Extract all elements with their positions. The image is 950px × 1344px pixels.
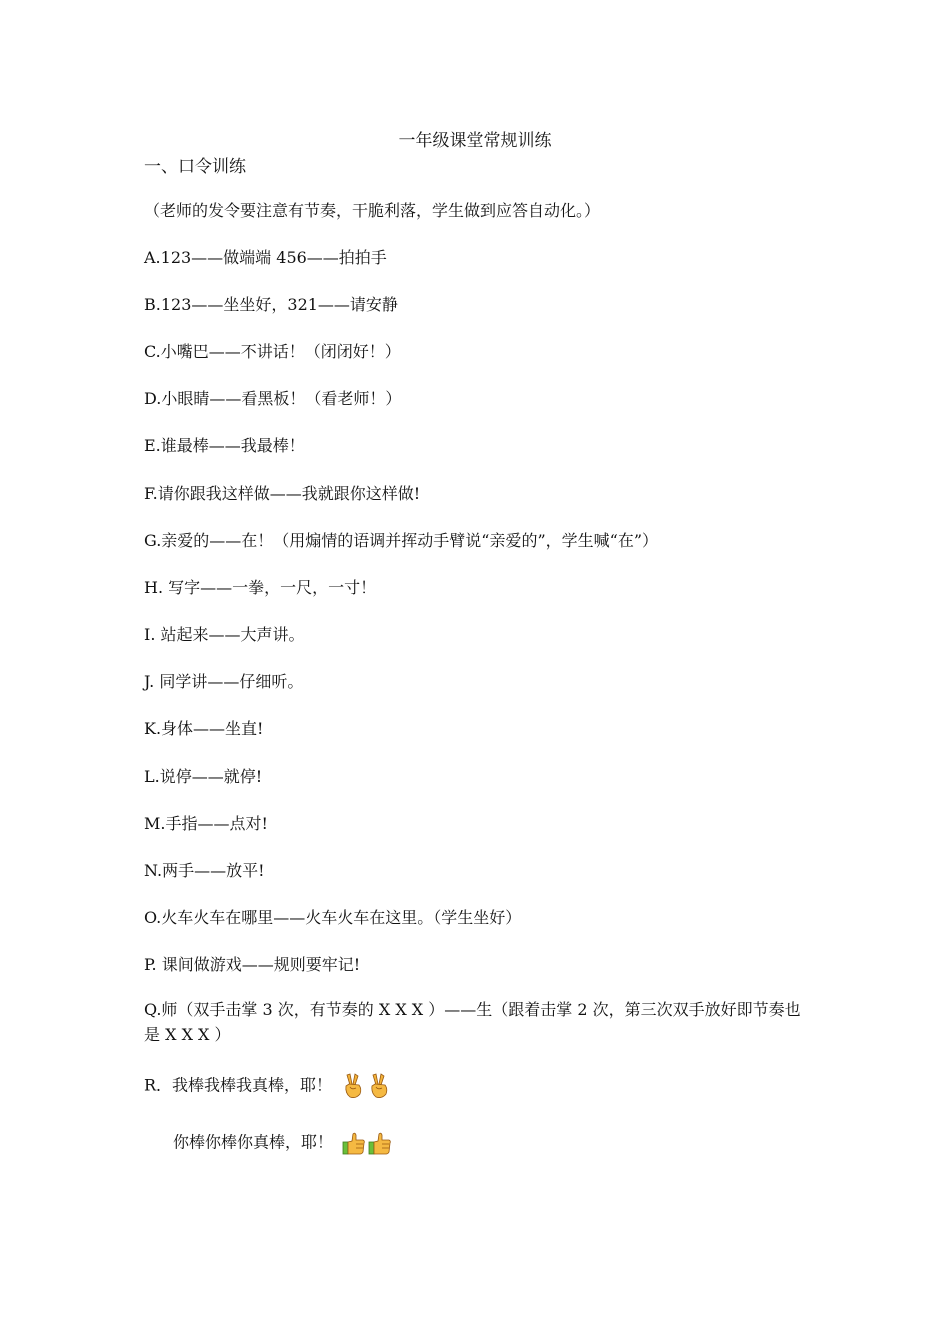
command-item-r-line1 — [144, 1072, 391, 1100]
thumbs-up-icon — [368, 1129, 392, 1157]
command-item-k: K.身体——坐直! — [144, 719, 264, 738]
section-heading: 一、口令训练 — [144, 157, 246, 177]
victory-hand-icon — [341, 1072, 365, 1100]
command-item-d: D.小眼睛——看黑板！（看老师！） — [144, 389, 402, 408]
command-item-j: J. 同学讲——仔细听。 — [144, 672, 304, 691]
victory-icons — [341, 1072, 391, 1100]
command-item-i: I. 站起来——大声讲。 — [144, 625, 305, 644]
command-item-b: B.123——坐坐好，321——请安静 — [144, 295, 398, 314]
command-item-r-text2: 你棒你棒你真棒，耶！ — [173, 1132, 334, 1152]
command-item-e: E.谁最棒——我最棒！ — [144, 436, 305, 455]
command-item-g: G.亲爱的——在！（用煽情的语调并挥动手臂说“亲爱的”，学生喊“在”） — [144, 531, 659, 550]
command-item-o: O.火车火车在哪里——火车火车在这里。（学生坐好） — [144, 908, 522, 927]
command-item-c: C.小嘴巴——不讲话！（闭闭好！） — [144, 342, 401, 361]
thumbs-up-icons — [342, 1129, 392, 1157]
victory-hand-icon — [367, 1072, 391, 1100]
command-item-n: N.两手——放平! — [144, 861, 265, 880]
command-item-r-text1: R．我棒我棒我真棒，耶！ — [144, 1075, 333, 1095]
command-item-h: H. 写字——一拳，一尺，一寸！ — [144, 578, 377, 597]
command-item-m: M.手指——点对! — [144, 814, 268, 833]
thumbs-up-icon — [342, 1129, 366, 1157]
document-title: 一年级课堂常规训练 — [398, 131, 552, 151]
command-item-r-line2 — [173, 1129, 392, 1157]
command-item-p: P. 课间做游戏——规则要牢记! — [144, 955, 361, 974]
instruction-note: （老师的发令要注意有节奏，干脆利落，学生做到应答自动化。） — [144, 201, 601, 220]
command-item-q: Q.师（双手击掌 3 次，有节奏的 X X X ）——生（跟着击掌 2 次，第三次双手放好即节奏也是 X X X ） — [144, 1000, 801, 1044]
command-item-a: A.123——做端端 456——拍拍手 — [144, 248, 387, 267]
command-item-l: L.说停——就停! — [144, 767, 263, 786]
command-item-f: F.请你跟我这样做——我就跟你这样做! — [144, 484, 421, 503]
